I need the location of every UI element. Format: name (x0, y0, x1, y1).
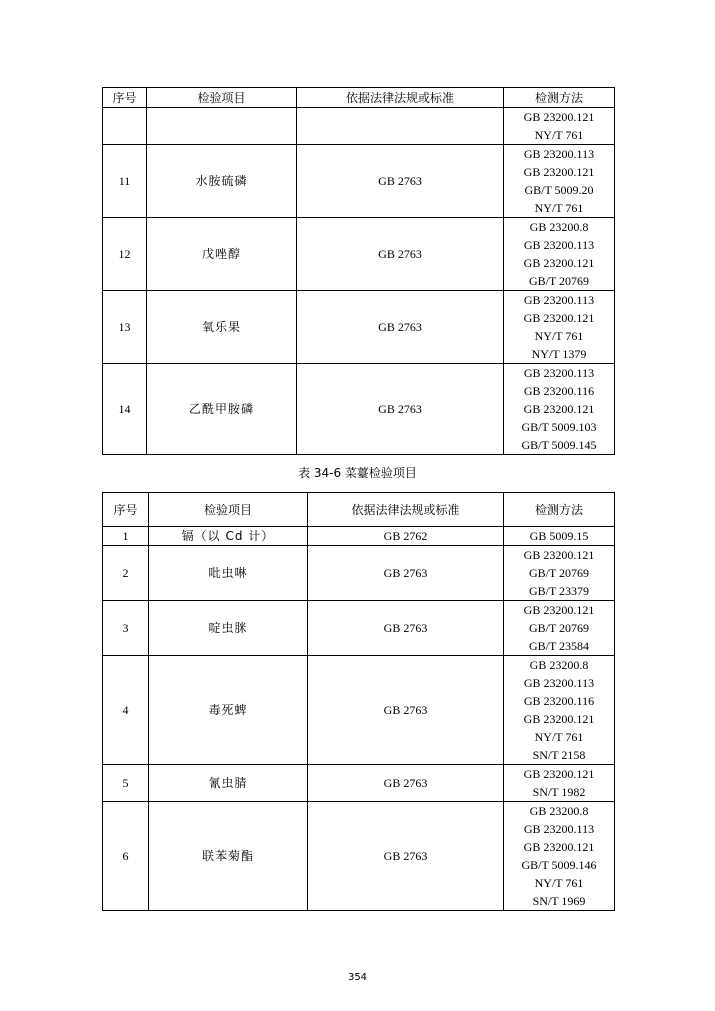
row-number: 5 (103, 765, 149, 802)
row-number: 14 (103, 364, 147, 455)
test-method: GB/T 5009.145 (521, 438, 597, 452)
test-method: GB 23200.8 (529, 220, 589, 234)
test-method: GB 23200.121 (523, 110, 595, 124)
inspection-item (147, 108, 297, 145)
test-method: GB 23200.121 (523, 548, 595, 562)
standard-basis: GB 2763 (297, 291, 504, 364)
standard-basis: GB 2763 (308, 802, 504, 911)
test-method: GB 23200.113 (523, 366, 595, 380)
test-method: GB 23200.113 (523, 293, 595, 307)
test-method: NY/T 761 (534, 329, 584, 343)
test-methods (504, 527, 615, 546)
page-number: 354 (347, 972, 368, 983)
test-method: GB 23200.116 (523, 694, 595, 708)
header-no: 序号 (103, 493, 149, 527)
test-method: SN/T 1982 (532, 785, 586, 799)
table-header-row (103, 493, 615, 527)
table-row (103, 765, 615, 802)
test-method: GB 23200.113 (523, 676, 595, 690)
standard-basis (297, 108, 504, 145)
test-method: GB 23200.121 (523, 603, 595, 617)
standard-basis: GB 2763 (297, 145, 504, 218)
header-item: 检验项目 (149, 493, 308, 527)
test-methods (504, 364, 615, 455)
table-body (103, 527, 615, 911)
header-standard: 依据法律法规或标准 (297, 88, 504, 108)
test-methods (504, 802, 615, 911)
standard-basis: GB 2763 (308, 546, 504, 601)
test-method: GB/T 23379 (528, 584, 590, 598)
standard-basis: GB 2763 (297, 218, 504, 291)
test-methods (504, 546, 615, 601)
test-methods (504, 108, 615, 145)
row-number: 11 (103, 145, 147, 218)
test-method: GB/T 5009.20 (524, 183, 594, 197)
test-method: GB 23200.121 (523, 311, 595, 325)
table-row (103, 527, 615, 546)
test-method: SN/T 2158 (532, 748, 586, 762)
inspection-item: 镉（以 Cd 计） (149, 527, 308, 546)
inspection-item: 氧乐果 (147, 291, 297, 364)
inspection-item: 氰虫腈 (149, 765, 308, 802)
row-number: 1 (103, 527, 149, 546)
standard-basis: GB 2763 (308, 765, 504, 802)
inspection-item: 吡虫啉 (149, 546, 308, 601)
table-header-row (103, 88, 615, 108)
test-methods (504, 218, 615, 291)
test-method: NY/T 1379 (531, 347, 587, 361)
row-number: 3 (103, 601, 149, 656)
table-row (103, 656, 615, 765)
table-row (103, 802, 615, 911)
inspection-item: 乙酰甲胺磷 (147, 364, 297, 455)
test-method: GB/T 5009.146 (521, 858, 597, 872)
test-method: GB 23200.121 (523, 165, 595, 179)
test-method: GB/T 23584 (528, 639, 590, 653)
standard-basis: GB 2763 (308, 601, 504, 656)
test-methods (504, 765, 615, 802)
test-method: GB 23200.121 (523, 840, 595, 854)
inspection-item: 毒死蜱 (149, 656, 308, 765)
test-methods (504, 145, 615, 218)
standard-basis: GB 2763 (297, 364, 504, 455)
test-method: NY/T 761 (534, 128, 584, 142)
test-method: GB 23200.113 (523, 238, 595, 252)
test-method: GB/T 20769 (528, 621, 590, 635)
test-method: GB 23200.121 (523, 402, 595, 416)
table-row (103, 108, 615, 145)
table-body (103, 108, 615, 455)
test-method: GB/T 5009.103 (521, 420, 597, 434)
inspection-item: 联苯菊酯 (149, 802, 308, 911)
inspection-item: 水胺硫磷 (147, 145, 297, 218)
test-method: GB 23200.121 (523, 256, 595, 270)
row-number: 12 (103, 218, 147, 291)
test-method: NY/T 761 (534, 876, 584, 890)
inspection-item: 啶虫脒 (149, 601, 308, 656)
test-method: GB 23200.113 (523, 822, 595, 836)
test-method: SN/T 1969 (532, 894, 586, 908)
inspection-table (102, 492, 615, 911)
table-caption: 表 34-6 菜薹检验项目 (298, 466, 417, 480)
table-row (103, 546, 615, 601)
standard-basis: GB 2762 (308, 527, 504, 546)
test-method: GB 23200.113 (523, 147, 595, 161)
test-methods (504, 291, 615, 364)
test-method: GB 23200.121 (523, 712, 595, 726)
row-number: 4 (103, 656, 149, 765)
test-method: GB 23200.8 (529, 804, 589, 818)
header-item: 检验项目 (147, 88, 297, 108)
inspection-item: 戊唑醇 (147, 218, 297, 291)
table-row (103, 291, 615, 364)
header-method: 检测方法 (504, 88, 615, 108)
test-method: GB 23200.121 (523, 767, 595, 781)
test-methods (504, 656, 615, 765)
header-standard: 依据法律法规或标准 (308, 493, 504, 527)
inspection-table-continued (102, 87, 615, 455)
test-method: GB/T 20769 (528, 566, 590, 580)
test-method: GB/T 20769 (528, 274, 590, 288)
table-row (103, 218, 615, 291)
standard-basis: GB 2763 (308, 656, 504, 765)
header-no: 序号 (103, 88, 147, 108)
table-row (103, 145, 615, 218)
row-number: 2 (103, 546, 149, 601)
test-methods (504, 601, 615, 656)
test-method: NY/T 761 (534, 730, 584, 744)
row-number: 6 (103, 802, 149, 911)
test-method: GB 23200.8 (529, 658, 589, 672)
test-method: GB 5009.15 (529, 529, 589, 543)
test-method: GB 23200.116 (523, 384, 595, 398)
row-number (103, 108, 147, 145)
test-method: NY/T 761 (534, 201, 584, 215)
table-row (103, 601, 615, 656)
table-row (103, 364, 615, 455)
header-method: 检测方法 (504, 493, 615, 527)
row-number: 13 (103, 291, 147, 364)
